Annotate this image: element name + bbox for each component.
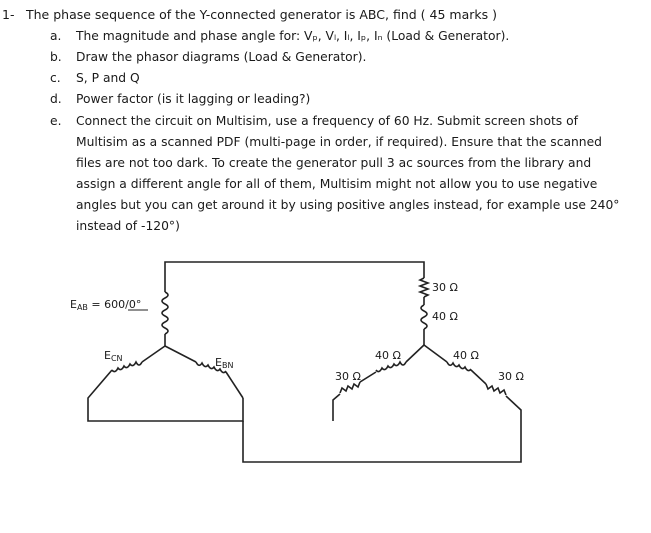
item-line: assign a different angle for all of them, Multisim might not allow you to use negative: [76, 177, 598, 191]
item-label: c.: [50, 71, 61, 85]
question-text: The phase sequence of the Y-connected generator is ABC, find ( 45 marks ): [26, 7, 497, 22]
item-line: Connect the circuit on Multisim, use a frequency of 60 Hz. Submit screen shots of: [76, 114, 578, 128]
load-b-reactance-label: 40 Ω: [453, 349, 479, 362]
source-eab-label: EAB = 600/0°: [70, 298, 142, 312]
question-number: 1-: [2, 7, 15, 22]
load-a-reactance-label: 40 Ω: [432, 310, 458, 323]
item-label: a.: [50, 29, 62, 43]
item-label: d.: [50, 92, 62, 106]
item-label: e.: [50, 114, 62, 128]
item-line: Power factor (is it lagging or leading?): [76, 92, 311, 106]
item-label: b.: [50, 50, 62, 64]
source-ecn-label: ECN: [104, 349, 123, 363]
item-line: instead of -120°): [76, 219, 180, 233]
load-c-reactance-label: 40 Ω: [375, 349, 401, 362]
item-line: Multisim as a scanned PDF (multi-page in order, if required). Ensure that the scanned: [76, 135, 602, 149]
source-ebn-label: EBN: [215, 356, 234, 370]
item-line: S, P and Q: [76, 71, 140, 85]
load-a-resistance-label: 30 Ω: [432, 281, 458, 294]
load-c-resistance-label: 30 Ω: [335, 370, 361, 383]
item-line: files are not too dark. To create the generator pull 3 ac sources from the library and: [76, 156, 592, 170]
load-b-resistance-label: 30 Ω: [498, 370, 524, 383]
item-line: angles but you can get around it by using positive angles instead, for example use 240°: [76, 198, 620, 212]
item-line: The magnitude and phase angle for: Vₚ, Vₗ, Iₗ, Iₚ, Iₙ (Load & Generator).: [76, 29, 510, 43]
item-line: Draw the phasor diagrams (Load & Generator).: [76, 50, 367, 64]
